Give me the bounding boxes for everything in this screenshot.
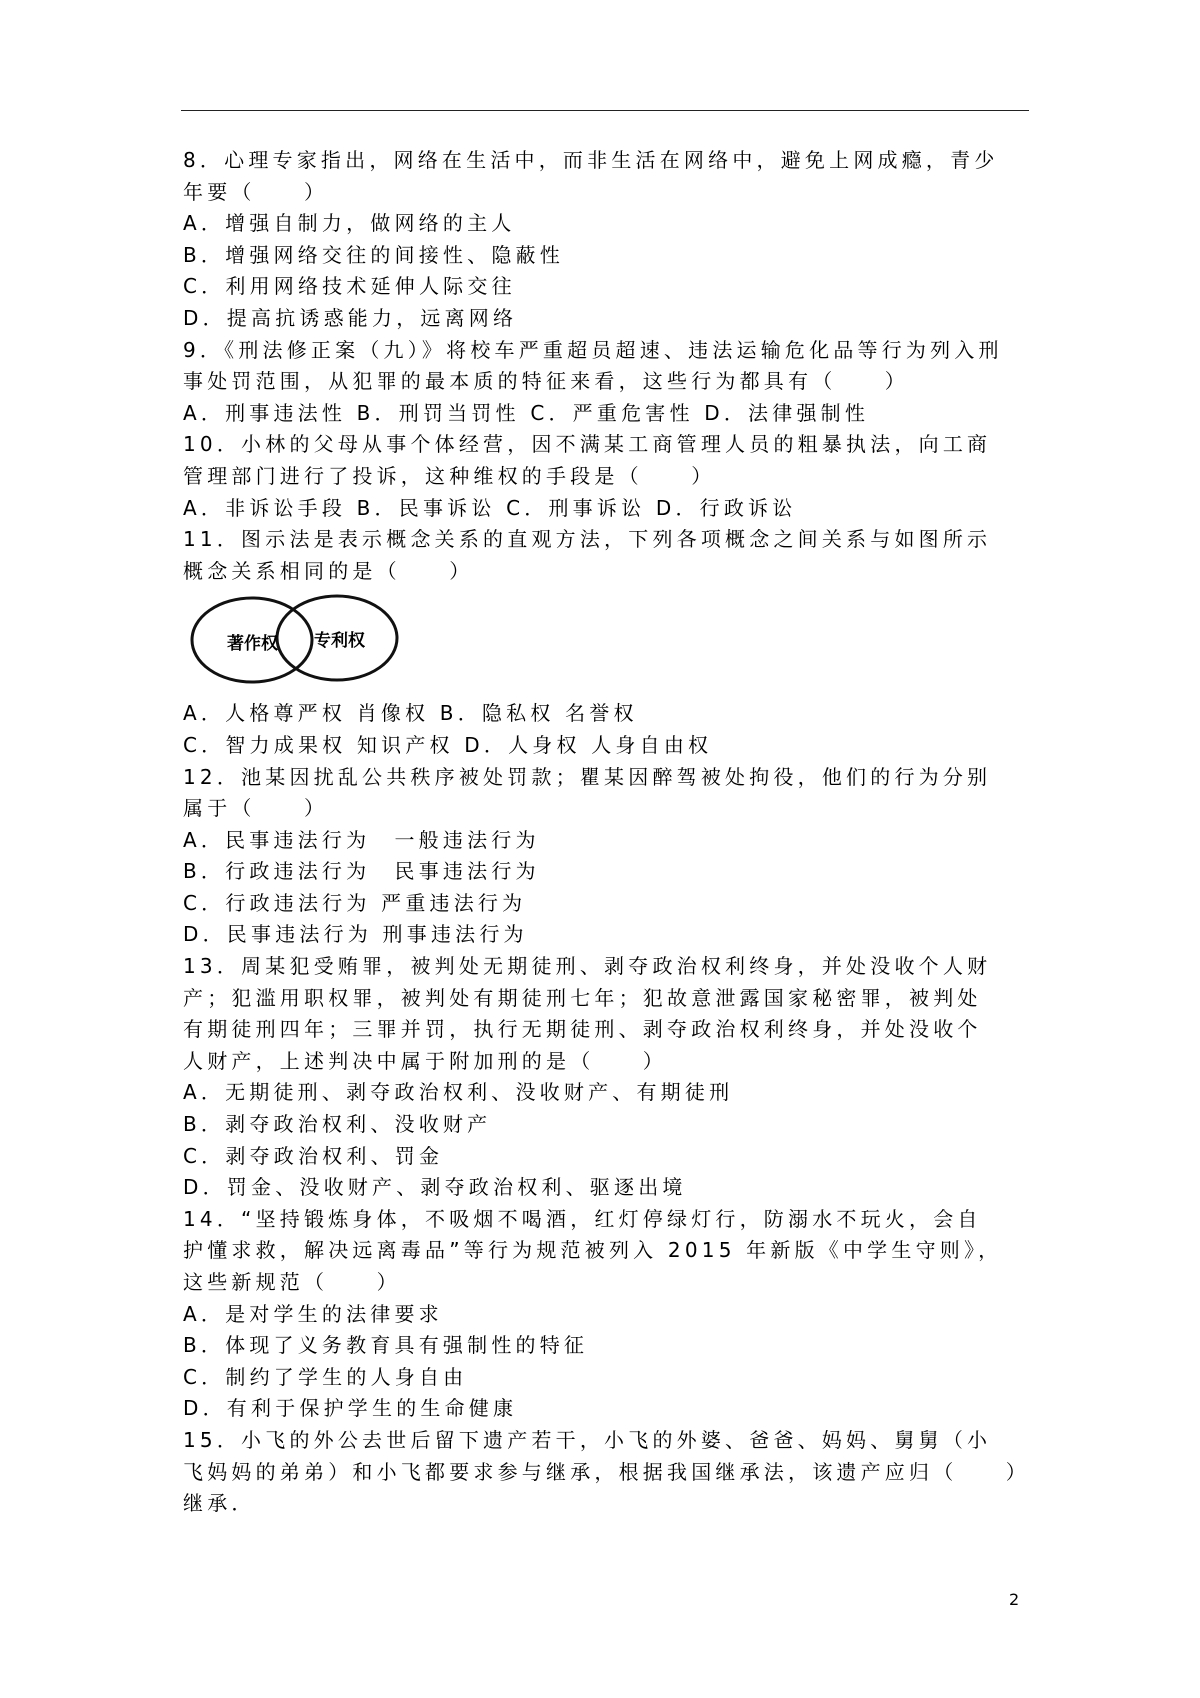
option-a: A．民事违法行为 一般违法行为 — [183, 827, 540, 852]
option-d: D．有利于保护学生的生命健康 — [183, 1396, 518, 1421]
question-stem-line: 12．池某因扰乱公共秩序被处罚款；瞿某因醉驾被处拘役，他们的行为分别 — [183, 764, 992, 789]
right-circle-label: 专利权 — [314, 631, 365, 652]
option-d: D．民事违法行为 刑事违法行为 — [183, 922, 528, 947]
options-line: A．刑事违法性 B．刑罚当罚性 C．严重危害性 D．法律强制性 — [183, 400, 870, 425]
question-stem-line: 年要（ ） — [183, 179, 329, 204]
question-stem-line: 10．小林的父母从事个体经营，因不满某工商管理人员的粗暴执法，向工商 — [183, 432, 992, 457]
question-stem-line: 11．图示法是表示概念关系的直观方法，下列各项概念之间关系与如图所示 — [183, 527, 992, 552]
concept-venn-diagram — [187, 593, 407, 688]
option-a: A．是对学生的法律要求 — [183, 1301, 443, 1326]
option-b: B．增强网络交往的间接性、隐蔽性 — [183, 242, 564, 267]
question-stem-line: 概念关系相同的是（ ） — [183, 558, 474, 583]
option-c: C．利用网络技术延伸人际交往 — [183, 274, 516, 299]
page-number: 2 — [1009, 1590, 1020, 1609]
option-d: D．提高抗诱惑能力，远离网络 — [183, 305, 518, 330]
left-circle-label: 著作权 — [227, 634, 278, 655]
option-c: C．剥夺政治权利、罚金 — [183, 1143, 444, 1168]
question-stem-line: 人财产，上述判决中属于附加刑的是（ ） — [183, 1048, 667, 1073]
question-stem-line: 15．小飞的外公去世后留下遗产若干，小飞的外婆、爸爸、妈妈、舅舅（小 — [183, 1427, 992, 1452]
question-15 — [183, 1425, 1033, 1520]
option-b: B．剥夺政治权利、没收财产 — [183, 1112, 492, 1137]
option-b: B．行政违法行为 民事违法行为 — [183, 859, 540, 884]
option-c: C．制约了学生的人身自由 — [183, 1364, 468, 1389]
question-stem-line: 属于（ ） — [183, 796, 329, 821]
question-14 — [183, 1204, 1033, 1425]
question-8 — [183, 145, 1033, 335]
question-stem-line: 有期徒刑四年；三罪并罚，执行无期徒刑、剥夺政治权利终身，并处没收个 — [183, 1017, 982, 1042]
question-9 — [183, 335, 1033, 430]
question-13 — [183, 951, 1033, 1204]
question-stem-line: 继承． — [183, 1491, 256, 1516]
option-a: A．无期徒刑、剥夺政治权利、没收财产、有期徒刑 — [183, 1080, 734, 1105]
question-stem-line: 这些新规范（ ） — [183, 1270, 401, 1294]
option-c: C．行政违法行为 严重违法行为 — [183, 890, 527, 915]
venn-circles — [187, 593, 407, 688]
question-stem-line: 14．“坚持锻炼身体，不吸烟不喝酒，红灯停绿灯行，防溺水不玩火，会自 — [183, 1206, 982, 1231]
question-stem-line: 事处罚范围，从犯罪的最本质的特征来看，这些行为都具有（ ） — [183, 369, 909, 394]
question-11 — [183, 524, 1033, 761]
question-stem-line: 13．周某犯受贿罪，被判处无期徒刑、剥夺政治权利终身，并处没收个人财 — [183, 954, 992, 979]
question-10 — [183, 429, 1033, 524]
option-a: A．增强自制力，做网络的主人 — [183, 211, 516, 236]
question-stem-line: 9．《刑法修正案（九）》将校车严重超员超速、违法运输危化品等行为列入刑 — [183, 337, 1003, 362]
question-stem-line: 护懂求救，解决远离毒品”等行为规范被列入 2015 年新版《中学生守则》， — [183, 1238, 1003, 1263]
question-stem-line: 8．心理专家指出，网络在生活中，而非生活在网络中，避免上网成瘾，青少 — [183, 148, 999, 172]
question-list — [183, 145, 1033, 1520]
options-line: A．人格尊严权 肖像权 B．隐私权 名誉权 — [183, 701, 638, 726]
question-stem-line: 产；犯滥用职权罪，被判处有期徒刑七年；犯故意泄露国家秘密罪，被判处 — [183, 985, 982, 1010]
header-rule — [181, 110, 1029, 111]
question-12 — [183, 762, 1033, 952]
question-stem-line: 管理部门进行了投诉，这种维权的手段是（ ） — [183, 463, 716, 488]
question-stem-line: 飞妈妈的弟弟）和小飞都要求参与继承，根据我国继承法，该遗产应归（ ） — [183, 1459, 1030, 1484]
option-b: B．体现了义务教育具有强制性的特征 — [183, 1333, 589, 1358]
options-line: C．智力成果权 知识产权 D．人身权 人身自由权 — [183, 732, 713, 757]
option-d: D．罚金、没收财产、剥夺政治权利、驱逐出境 — [183, 1175, 687, 1200]
options-line: A．非诉讼手段 B．民事诉讼 C．刑事诉讼 D．行政诉讼 — [183, 495, 797, 520]
